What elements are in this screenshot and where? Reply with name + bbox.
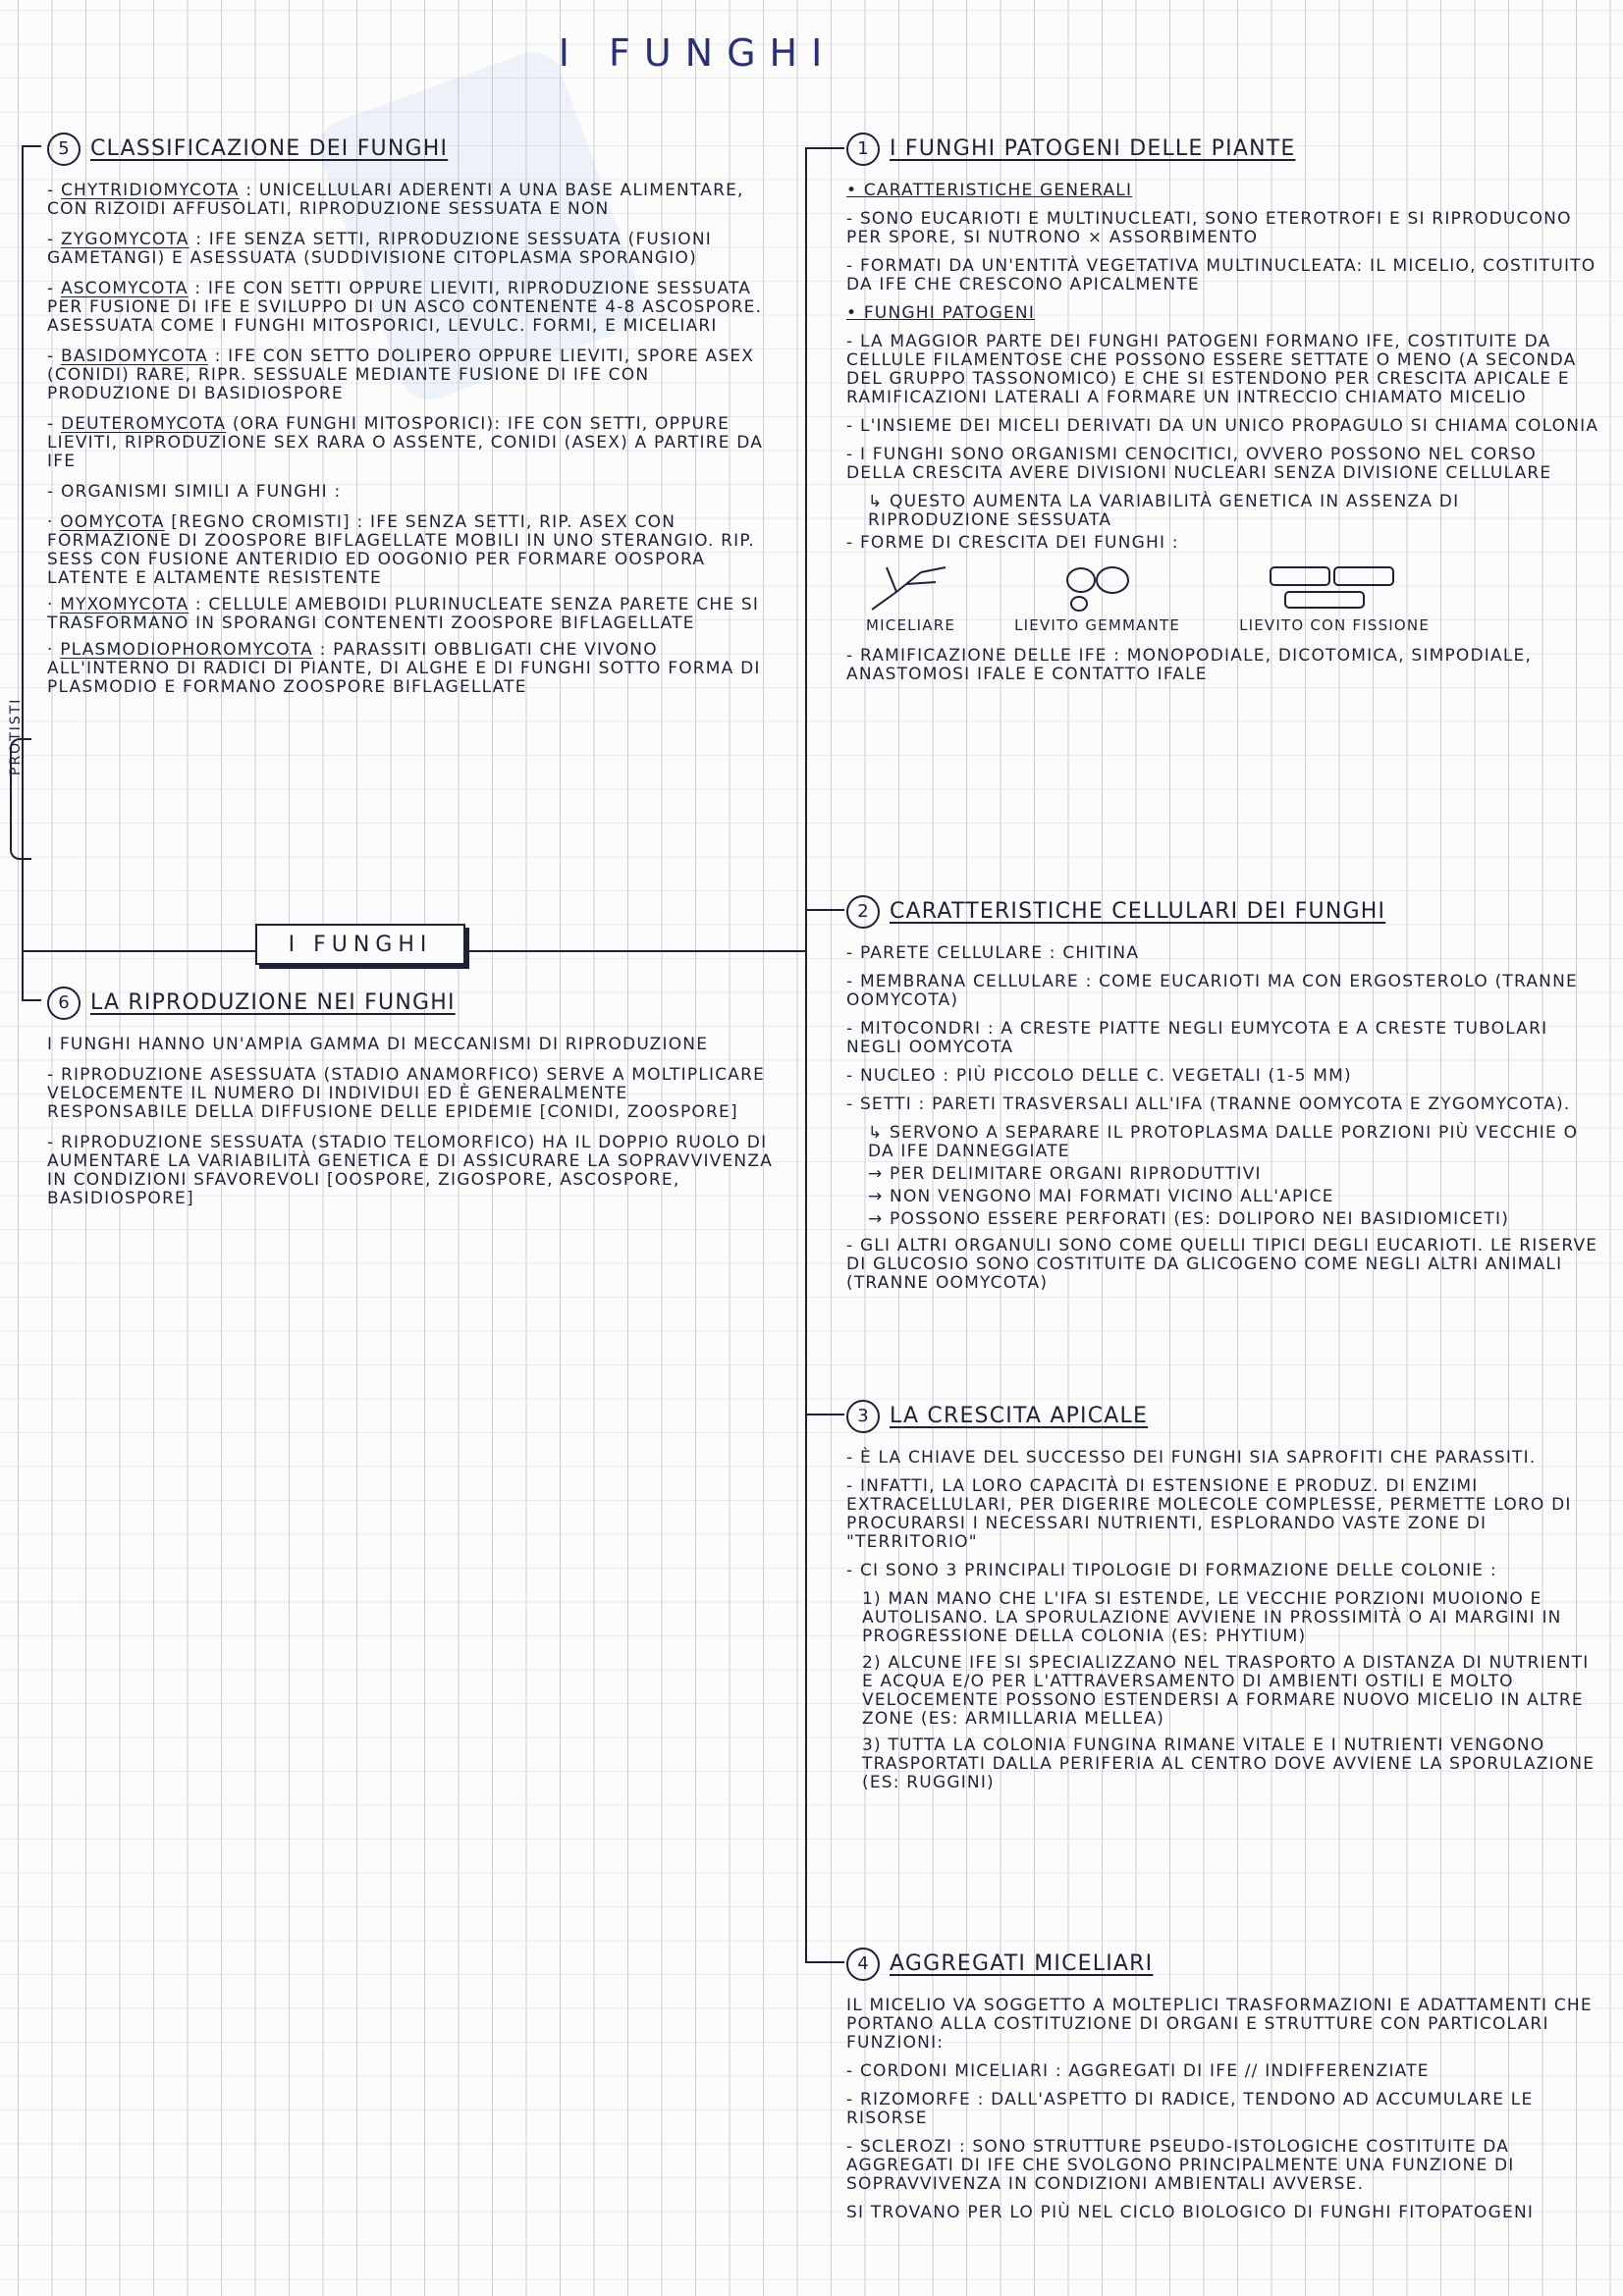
mycelium-icon — [867, 562, 955, 612]
section-title: CLASSIFICAZIONE DEI FUNGHI — [90, 136, 449, 161]
left-bottom-connector — [22, 999, 41, 1001]
section-title: LA RIPRODUZIONE NEI FUNGHI — [90, 990, 456, 1015]
list-item: - LA MAGGIOR PARTE DEI FUNGHI PATOGENI FORMANO IFE, COSTITUITE DA CELLULE FILAMENTOSE CHE POSSONO ESSERE SETTATE O MENO (A SECONDA DEL GRUPPO TASSONOMICO) E CHE SI ESTENDONO PER CRESCITA APICALE E RAMIFICAZIONI LATERALI A FORMARE UN INTRECCIO CHIAMATO MICELIO — [846, 332, 1577, 407]
section-number: 6 — [47, 987, 81, 1020]
similar-name: PLASMODIOPHOROMYCOTA — [60, 640, 313, 660]
list-item: - GLI ALTRI ORGANULI SONO COME QUELLI TIPICI DEGLI EUCARIOTI. LE RISERVE DI GLUCOSIO SONO COSTITUITE DA GLICOGENO COME NEGLI ALTRI ANIMALI (TRANNE OOMYCOTA) — [846, 1236, 1598, 1293]
fission-yeast-icon — [1266, 562, 1403, 612]
arrow-note: → POSSONO ESSERE PERFORATI (ES: DOLIPORO NEI BASIDIOMICETI) — [868, 1209, 1510, 1229]
phylum-desc: : UNICELLULARI ADERENTI A UNA BASE ALIMENTARE, CON RIZOIDI AFFUSOLATI, RIPRODUZIONE SESSUATA E NON — [47, 181, 744, 219]
colony-type: 1) MAN MANO CHE L'IFA SI ESTENDE, LE VECCHIE PORZIONI MUOIONO E AUTOLISANO. LA SPORULAZIONE AVVIENE IN PROSSIMITÀ O AI MARGINI IN PROGRESSIONE DELLA COLONIA (ES: PHYTIUM) — [862, 1589, 1562, 1646]
section-heading — [47, 987, 774, 1020]
list-item: - L'INSIEME DEI MICELI DERIVATI DA UN UNICO PROPAGULO SI CHIAMA COLONIA — [846, 416, 1599, 436]
subheading: • FUNGHI PATOGENI — [846, 303, 1036, 323]
phylum-item: - ASCOMYCOTA : IFE CON SETTI OPPURE LIEVITI, RIPRODUZIONE SESSUATA PER FUSIONE DI IFE E SVILUPPO DI UN ASCO CONTENENTE 4-8 ASCOSPORE. ASESSUATA COME I FUNGHI MITOSPORICI, LEVULC. FORMI, E MICELIARI — [47, 279, 763, 336]
list-item: - È LA CHIAVE DEL SUCCESSO DEI FUNGHI SIA SAPROFITI CHE PARASSITI. — [846, 1448, 1537, 1468]
similar-desc: [REGNO CROMISTI] : IFE SENZA SETTI, RIP. ASEX CON FORMAZIONE DI ZOOSPORE BIFLAGELLATE MOBILI IN UNO STERANGIO. RIP. SESS CON FUSIONE ANTERIDIO ED OOGONIO PER FORMARE OOSPORA LATENTE E ALTAMENTE RESISTENTE — [47, 512, 755, 588]
growth-label: LIEVITO GEMMANTE — [1014, 616, 1181, 634]
section-heading — [47, 133, 774, 166]
phylum-name: ASCOMYCOTA — [60, 279, 189, 298]
list-item: - MEMBRANA CELLULARE : COME EUCARIOTI MA CON ERGOSTEROLO (TRANNE OOMYCOTA) — [846, 972, 1578, 1010]
section-caratteristiche-cellulari — [846, 895, 1602, 1303]
phylum-desc: (ORA FUNGHI MITOSPORICI): IFE CON SETTI, OPPURE LIEVITI, RIPRODUZIONE SEX RARA O ASSENTE, CONIDI (ASEX) A PARTIRE DA IFE — [47, 414, 764, 471]
section-heading — [846, 1400, 1602, 1433]
outro-text: SI TROVANO PER LO PIÙ NEL CICLO BIOLOGICO DI FUNGHI FITOPATOGENI — [846, 2203, 1535, 2222]
list-item: - FORMATI DA UN'ENTITÀ VEGETATIVA MULTINUCLEATA: IL MICELIO, COSTITUITO DA IFE CHE CRESCONO APICALMENTE — [846, 256, 1596, 294]
list-item: - RIZOMORFE : DALL'ASPETTO DI RADICE, TENDONO AD ACCUMULARE LE RISORSE — [846, 2090, 1534, 2128]
list-item: - RAMIFICAZIONE DELLE IFE : MONOPODIALE, DICOTOMICA, SIMPODIALE, ANASTOMOSI IFALE E CONTATTO IFALE — [846, 646, 1533, 684]
section-heading — [846, 133, 1602, 166]
list-item: - I FUNGHI SONO ORGANISMI CENOCITICI, OVVERO POSSONO NEL CORSO DELLA CRESCITA AVERE DIVISIONI NUCLEARI SENZA DIVISIONE CELLULARE — [846, 445, 1552, 483]
phylum-desc: : IFE CON SETTO DOLIPERO OPPURE LIEVITI, SPORE ASEX (CONIDI) RARE, RIPR. SESSUALE MEDIANTE FUSIONE DI IFE CON PRODUZIONE DI BASIDIOSPORE — [47, 347, 755, 403]
section-heading — [846, 1948, 1602, 1981]
protisti-label: PROTISTI — [8, 697, 24, 775]
section-riproduzione — [47, 987, 774, 1220]
phylum-desc: : IFE CON SETTI OPPURE LIEVITI, RIPRODUZIONE SESSUATA PER FUSIONE DI IFE E SVILUPPO DI UN ASCO CONTENENTE 4-8 ASCOSPORE. ASESSUATA COME I FUNGHI MITOSPORICI, LEVULC. FORMI, E MICELIARI — [47, 279, 763, 336]
list-item: - PARETE CELLULARE : CHITINA — [846, 943, 1140, 963]
intro-text: IL MICELIO VA SOGGETTO A MOLTEPLICI TRASFORMAZIONI E ADATTAMENTI CHE PORTANO ALLA COSTITUZIONE DI ORGANI E STRUTTURE CON PARTICOLARI FUNZIONI: — [846, 1996, 1593, 2053]
similar-item: · OOMYCOTA [REGNO CROMISTI] : IFE SENZA SETTI, RIP. ASEX CON FORMAZIONE DI ZOOSPORE BIFLAGELLATE MOBILI IN UNO STERANGIO. RIP. SESS CON FUSIONE ANTERIDIO ED OOGONIO PER FORMARE OOSPORA LATENTE E ALTAMENTE RESISTENTE — [47, 512, 755, 588]
growth-form — [1014, 562, 1180, 635]
section-number: 4 — [846, 1948, 880, 1981]
page-title: I FUNGHI — [558, 31, 837, 75]
section-title: AGGREGATI MICELIARI — [890, 1951, 1154, 1976]
growth-form — [1239, 562, 1430, 635]
list-item: - NUCLEO : PIÙ PICCOLO DELLE C. VEGETALI (1-5 ΜM) — [846, 1066, 1352, 1086]
list-item: - SONO EUCARIOTI E MULTINUCLEATI, SONO ETEROTROFI E SI RIPRODUCONO PER SPORE, SI NUTRONO × ASSORBIMENTO — [846, 209, 1572, 247]
similar-item: · PLASMODIOPHOROMYCOTA : PARASSITI OBBLIGATI CHE VIVONO ALL'INTERNO DI RADICI DI PIANTE, DI ALGHE E DI FUNGHI SOTTO FORMA DI PLASMODIO E FORMANO ZOOSPORE BIFLAGELLATE — [47, 640, 761, 697]
growth-form — [866, 562, 955, 635]
section-funghi-patogeni — [846, 133, 1602, 694]
section-aggregati-miceliari — [846, 1948, 1602, 2232]
section-crescita-apicale — [846, 1400, 1602, 1800]
phylum-name: DEUTEROMYCOTA — [60, 414, 227, 434]
section-title: I FUNGHI PATOGENI DELLE PIANTE — [890, 136, 1296, 161]
arrow-note: ↳ QUESTO AUMENTA LA VARIABILITÀ GENETICA IN ASSENZA DI RIPRODUZIONE SESSUATA — [868, 492, 1460, 530]
list-item: - SCLEROZI : SONO STRUTTURE PSEUDO-ISTOLOGICHE COSTITUITE DA AGGREGATI DI IFE CHE SVOLGONO PRINCIPALMENTE UNA FUNZIONE DI SOPRAVVIVENZA IN CONDIZIONI AMBIENTALI AVVERSE. — [846, 2137, 1515, 2194]
phylum-name: CHYTRIDIOMYCOTA — [60, 181, 240, 200]
similar-heading: - ORGANISMI SIMILI A FUNGHI : — [47, 482, 342, 502]
colony-type: 3) TUTTA LA COLONIA FUNGINA RIMANE VITALE E I NUTRIENTI VENGONO TRASPORTATI DALLA PERIFERIA AL CENTRO DOVE AVVIENE LA SPORULAZIONE (ES: RUGGINI) — [862, 1735, 1596, 1792]
intro-text: I FUNGHI HANNO UN'AMPIA GAMMA DI MECCANISMI DI RIPRODUZIONE — [47, 1035, 709, 1054]
section-number: 2 — [846, 895, 880, 929]
growth-label: LIEVITO CON FISSIONE — [1239, 616, 1431, 634]
similar-name: MYXOMYCOTA — [60, 595, 189, 614]
list-item: - MITOCONDRI : A CRESTE PIATTE NEGLI EUMYCOTA E A CRESTE TUBOLARI NEGLI OOMYCOTA — [846, 1019, 1548, 1057]
phylum-desc: : IFE SENZA SETTI, RIPRODUZIONE SESSUATA (FUSIONI GAMETANGI) E ASESSUATA (SUDDIVISIONE CITOPLASMA SPORANGIO) — [47, 230, 712, 268]
right-connector-3 — [805, 1414, 844, 1415]
list-item: - FORME DI CRESCITA DEI FUNGHI : — [846, 533, 1179, 553]
section-title: LA CRESCITA APICALE — [890, 1404, 1149, 1428]
list-item: - INFATTI, LA LORO CAPACITÀ DI ESTENSIONE E PRODUZ. DI ENZIMI EXTRACELLULARI, PER DIGERIRE MOLECOLE COMPLESSE, PERMETTE LORO DI PROCURARSI I NECESSARI NUTRIENTI, ESPLORANDO VASTE ZONE DI "TERRITORIO" — [846, 1476, 1572, 1552]
right-tree-line — [805, 147, 807, 1963]
arrow-note: ↳ SERVONO A SEPARARE IL PROTOPLASMA DALLE PORZIONI PIÙ VECCHIE O DA IFE DANNEGGIATE — [868, 1123, 1579, 1161]
arrow-note: → NON VENGONO MAI FORMATI VICINO ALL'APICE — [868, 1187, 1334, 1206]
list-item: - SETTI : PARETI TRASVERSALI ALL'IFA (TRANNE OOMYCOTA E ZYGOMYCOTA). — [846, 1095, 1571, 1114]
left-tree-line — [22, 145, 24, 999]
budding-yeast-icon — [1054, 562, 1142, 612]
left-top-connector — [22, 145, 41, 147]
growth-label: MICELIARE — [866, 616, 956, 634]
section-number: 1 — [846, 133, 880, 166]
phylum-item: - ZYGOMYCOTA : IFE SENZA SETTI, RIPRODUZIONE SESSUATA (FUSIONI GAMETANGI) E ASESSUATA (SUDDIVISIONE CITOPLASMA SPORANGIO) — [47, 230, 712, 268]
list-item: - RIPRODUZIONE ASESSUATA (STADIO ANAMORFICO) SERVE A MOLTIPLICARE VELOCEMENTE IL NUMERO DI INDIVIDUI ED È GENERALMENTE RESPONSABILE DELLA DIFFUSIONE DELLE EPIDEMIE [CONIDI, ZOOSPORE] — [47, 1065, 766, 1122]
right-connector-1 — [805, 147, 844, 149]
similar-desc: : PARASSITI OBBLIGATI CHE VIVONO ALL'INTERNO DI RADICI DI PIANTE, DI ALGHE E DI FUNGHI SOTTO FORMA DI PLASMODIO E FORMANO ZOOSPORE BIFLAGELLATE — [47, 640, 761, 697]
section-heading — [846, 895, 1602, 929]
colony-type: 2) ALCUNE IFE SI SPECIALIZZANO NEL TRASPORTO A DISTANZA DI NUTRIENTI E ACQUA E/O PER L'ATTRAVERSAMENTO DI AMBIENTI OSTILI E MOLTO VELOCEMENTE POSSONO ESTENDERSI A FORMARE NUOVO MICELIO IN ALTRE ZONE (ES: ARMILLARIA MELLEA) — [862, 1653, 1590, 1729]
arrow-note: → PER DELIMITARE ORGANI RIPRODUTTIVI — [868, 1164, 1262, 1184]
right-connector-4 — [805, 1961, 844, 1963]
list-item: - CORDONI MICELIARI : AGGREGATI DI IFE // INDIFFERENZIATE — [846, 2061, 1430, 2081]
phylum-item: - BASIDOMYCOTA : IFE CON SETTO DOLIPERO OPPURE LIEVITI, SPORE ASEX (CONIDI) RARE, RIPR. SESSUALE MEDIANTE FUSIONE DI IFE CON PRODUZIONE DI BASIDIOSPORE — [47, 347, 755, 403]
phylum-item: - CHYTRIDIOMYCOTA : UNICELLULARI ADERENTI A UNA BASE ALIMENTARE, CON RIZOIDI AFFUSOLATI, RIPRODUZIONE SESSUATA E NON — [47, 181, 744, 219]
phylum-name: BASIDOMYCOTA — [60, 347, 208, 366]
similar-desc: : CELLULE AMEBOIDI PLURINUCLEATE SENZA PARETE CHE SI TRASFORMANO IN SPORANGI CONTENENTI ZOOSPORE BIFLAGELLATE — [47, 595, 760, 633]
list-item: - RIPRODUZIONE SESSUATA (STADIO TELOMORFICO) HA IL DOPPIO RUOLO DI AUMENTARE LA VARIABILITÀ GENETICA E DI ASSICURARE LA SOPRAVVIVENZA IN CONDIZIONI SFAVOREVOLI [OOSPORE, ZIGOSPORE, ASCOSPORE, BASIDIOSPORE] — [47, 1133, 774, 1208]
list-item: - CI SONO 3 PRINCIPALI TIPOLOGIE DI FORMAZIONE DELLE COLONIE : — [846, 1561, 1497, 1580]
subheading: • CARATTERISTICHE GENERALI — [846, 181, 1133, 200]
center-banner: I FUNGHI — [255, 924, 465, 965]
growth-forms — [866, 562, 1602, 635]
section-number: 3 — [846, 1400, 880, 1433]
right-connector-2 — [805, 909, 844, 911]
section-title: CARATTERISTICHE CELLULARI DEI FUNGHI — [890, 899, 1386, 924]
section-classificazione — [47, 133, 774, 705]
similar-item: · MYXOMYCOTA : CELLULE AMEBOIDI PLURINUCLEATE SENZA PARETE CHE SI TRASFORMANO IN SPORANGI CONTENENTI ZOOSPORE BIFLAGELLATE — [47, 595, 760, 633]
section-number: 5 — [47, 133, 81, 166]
phylum-name: ZYGOMYCOTA — [60, 230, 189, 249]
similar-name: OOMYCOTA — [60, 512, 165, 532]
phylum-item: - DEUTEROMYCOTA (ORA FUNGHI MITOSPORICI): IFE CON SETTI, OPPURE LIEVITI, RIPRODUZIONE SEX RARA O ASSENTE, CONIDI (ASEX) A PARTIRE DA IFE — [47, 414, 764, 471]
